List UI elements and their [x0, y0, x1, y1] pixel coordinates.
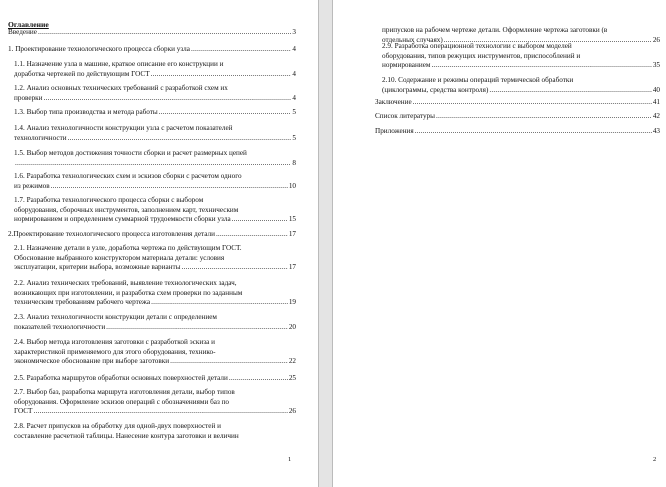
toc-entry-text: отдельных случаях) [382, 35, 443, 44]
toc-entry-text: проверки [14, 93, 43, 102]
page-gap [318, 0, 333, 487]
toc-entry-text: Список литературы [375, 112, 435, 120]
toc-entry[interactable] [14, 313, 296, 332]
toc-entry-text: технологичности [14, 133, 67, 142]
toc-page-number: 25 [288, 374, 296, 382]
toc-heading: Оглавление [8, 20, 49, 29]
toc-entry-text: 2.4. Выбор метода изготовления заготовки с разработкой эскиза и [14, 338, 215, 346]
toc-entry-text: составление расчетной таблицы. Нанесение контура заготовки и величин [14, 431, 239, 440]
toc-entry-text: показателей технологичности [14, 322, 106, 331]
toc-page-number: 20 [288, 322, 296, 331]
toc-entry-text: Заключение [375, 98, 412, 106]
toc-entry-text: 2.9. Разработка операционной технологии с выбором моделей [382, 42, 572, 50]
toc-entry[interactable] [382, 76, 660, 95]
toc-entry[interactable] [375, 127, 660, 137]
dot-leader [191, 45, 291, 55]
toc-entry-text: 1.5. Выбор методов достижения точности сборки и расчет размерных цепей [14, 149, 247, 157]
dot-leader [229, 374, 288, 384]
toc-page-number: 40 [652, 85, 660, 94]
toc-entry[interactable] [14, 84, 296, 103]
toc-entry-text: 2.Проектирование технологического процесса изготовления детали [8, 230, 215, 238]
dot-leader [415, 127, 652, 137]
dot-leader [489, 86, 651, 96]
toc-entry-text: оборудования, типов режущих инструментов, приспособлений и [382, 51, 581, 60]
toc-entry-text: нормированием и определением суммарной трудоемкости сборки узла [14, 215, 231, 224]
dot-leader [51, 182, 288, 192]
toc-entry[interactable] [14, 108, 296, 118]
dot-leader [151, 298, 288, 308]
toc-entry-text: 2.7. Выбор баз, разработка маршрута изготовления детали, выбор типов [14, 388, 235, 396]
toc-entry-text: 1. Проектирование технологического процесса сборки узла [8, 45, 190, 53]
toc-page-number: 5 [292, 133, 296, 142]
toc-page-number: 26 [652, 35, 660, 44]
toc-entry[interactable] [382, 42, 660, 71]
toc-page-number: 15 [288, 215, 296, 224]
dot-leader [181, 263, 287, 273]
toc-entry[interactable] [14, 172, 296, 191]
toc-entry-text: 1.1. Назначение узла в машине, краткое описание его конструкции и [14, 60, 224, 68]
toc-page-number: 4 [292, 69, 296, 78]
toc-page-number: 3 [292, 28, 296, 36]
page-1 [0, 0, 318, 487]
dot-leader [216, 230, 288, 240]
toc-page-number: 26 [288, 407, 296, 416]
toc-entry-text: припусков на рабочем чертеже детали. Оформление чертежа заготовки (в [382, 26, 608, 34]
toc-entry-text: оборудования. Оформление эскизов операций с обозначениями баз по [14, 397, 230, 406]
dot-leader [106, 323, 288, 333]
toc-entry-text: 2.5. Разработка маршрутов обработки основных поверхностей детали [14, 374, 228, 382]
dot-leader [38, 28, 291, 38]
toc-entry[interactable] [14, 124, 296, 143]
toc-entry-text: доработка чертежей по действующим ГОСТ [14, 69, 150, 78]
toc-entry-text: из режимов [14, 181, 50, 190]
toc-entry-text: эксплуатации, критерии выбора, возможные варианты [14, 263, 181, 272]
toc-entry[interactable] [14, 149, 296, 168]
toc-entry[interactable] [8, 45, 296, 55]
toc-entry-text: 2.3. Анализ технологичности конструкции детали с определением [14, 313, 217, 321]
toc-entry[interactable] [14, 279, 296, 308]
dot-leader [151, 70, 292, 80]
dot-leader [15, 159, 291, 169]
toc-entry-text: (циклограммы, средства контроля) [382, 85, 489, 94]
dot-leader [170, 357, 288, 367]
toc-entry-text: характеристикой применяемого для этого оборудования, технико- [14, 347, 216, 356]
toc-entry[interactable] [375, 112, 660, 122]
toc-entry-text: Введение [8, 28, 37, 36]
toc-entry[interactable] [14, 60, 296, 79]
toc-entry-text: ГОСТ [14, 407, 33, 416]
page-number-2: 2 [653, 456, 657, 463]
toc-entry[interactable] [14, 374, 296, 384]
toc-page-number: 4 [292, 45, 296, 53]
toc-entry-text: 1.7. Разработка технологического процесса сборки с выбором [14, 196, 204, 204]
dot-leader [44, 94, 292, 104]
toc-entry[interactable] [14, 422, 296, 441]
toc-page-number: 10 [288, 181, 296, 190]
toc-entry-text: 1.4. Анализ технологичности конструкции узла с расчетом показателей [14, 124, 233, 132]
toc-page-number: 17 [288, 230, 296, 238]
toc-entry-text: возникающих при изготовлении, и разработка схем проверки по заданным [14, 288, 243, 297]
toc-entry-text: 2.8. Расчет припусков на обработку для одной-двух поверхностей и [14, 422, 221, 430]
toc-entry[interactable] [14, 388, 296, 417]
toc-entry[interactable] [14, 244, 296, 273]
toc-entry[interactable] [375, 98, 660, 108]
toc-entry[interactable] [14, 338, 296, 367]
toc-page-number: 5 [292, 108, 296, 116]
toc-entry-text: 1.2. Анализ основных технических требований с разработкой схем их [14, 84, 228, 92]
toc-entry-text: оборудования, сборочных инструментов, заполнением карт, техническим [14, 205, 239, 214]
toc-page-number: 22 [288, 357, 296, 366]
toc-page-number: 35 [652, 61, 660, 70]
toc-entry-text: техническим требованиям рабочего чертежа [14, 298, 151, 307]
toc-entry-text: 2.1. Назначение детали в узле, доработка чертежа по действующим ГОСТ. [14, 244, 242, 252]
dot-leader [413, 98, 652, 108]
toc-page-number: 19 [288, 298, 296, 307]
toc-entry-text: Приложения [375, 127, 414, 135]
toc-page-number: 17 [288, 263, 296, 272]
toc-entry-text: 1.6. Разработка технологических схем и эскизов сборки с расчетом одного [14, 172, 242, 180]
dot-leader [159, 108, 292, 118]
toc-entry-text: экономическое обоснование при выборе заготовки [14, 357, 170, 366]
toc-entry[interactable] [8, 230, 296, 240]
toc-entry-text: Обоснование выбранного конструктором материала детали: условия [14, 253, 225, 262]
dot-leader [431, 61, 651, 71]
toc-entry-text: 2.2. Анализ технических требований, выявление технологических задач, [14, 279, 237, 287]
dot-leader [436, 112, 652, 122]
toc-page-number: 43 [652, 127, 660, 135]
page-number-1: 1 [288, 456, 292, 463]
toc-page-number: 41 [652, 98, 660, 106]
dot-leader [232, 215, 288, 225]
page-2 [333, 0, 666, 487]
toc-entry[interactable] [14, 196, 296, 225]
dot-leader [33, 407, 287, 417]
toc-page-number: 8 [292, 158, 296, 167]
toc-entry-text: нормированием [382, 61, 431, 70]
dot-leader [68, 134, 292, 144]
toc-entry-text: 2.10. Содержание и режимы операций термической обработки [382, 76, 574, 84]
toc-entry-text: 1.3. Выбор типа производства и метода работы [14, 108, 158, 116]
toc-entry[interactable] [8, 28, 296, 38]
toc-page-number: 42 [652, 112, 660, 120]
toc-page-number: 4 [292, 93, 296, 102]
